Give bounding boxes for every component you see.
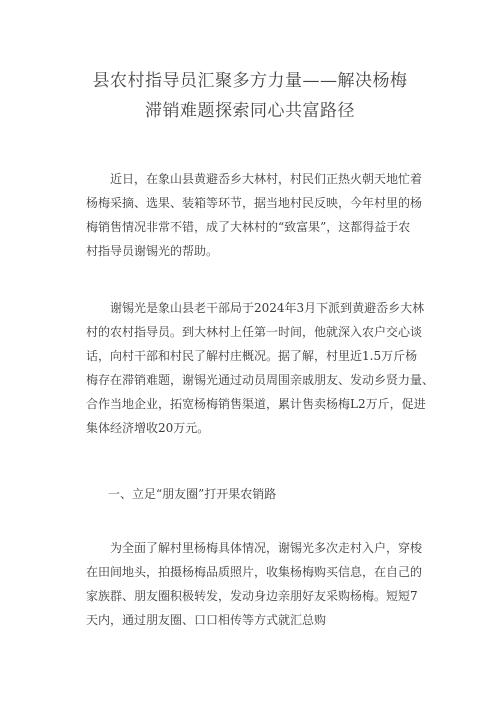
paragraph-line: 集体经济增收20万元。 bbox=[86, 421, 210, 435]
paragraph-background bbox=[86, 296, 434, 440]
paragraph-line: 梅销售情况非常不错，成了大林村的“致富果”，这都得益于农 bbox=[86, 220, 411, 234]
paragraph-line: 为全面了解村里杨梅具体情况，谢锡光多次走村入户，穿梭 bbox=[110, 541, 423, 555]
paragraph-line: 在田间地头，拍摄杨梅品质照片，收集杨梅购买信息，在自己的 bbox=[86, 565, 423, 579]
paragraph-line: 天内，通过朋友圈、口口相传等方式就汇总购 bbox=[86, 613, 327, 627]
paragraph-line: 家族群、朋友圈积极转发，发动身边亲朋好友采购杨梅。短短7 bbox=[86, 589, 418, 603]
paragraph-intro bbox=[86, 167, 434, 263]
section-heading-1: 一、立足“朋友圈”打开果农销路 bbox=[108, 487, 277, 501]
title-line-2: 滞销难题探索同心共富路径 bbox=[145, 101, 355, 121]
title-line-1: 县农村指导员汇聚多方力量——解决杨梅 bbox=[92, 71, 408, 91]
paragraph-section-1 bbox=[86, 536, 434, 632]
paragraph-line: 近日，在象山县黄避岙乡大林村，村民们正热火朝天地忙着 bbox=[110, 172, 423, 186]
paragraph-line: 村指导员谢锡光的帮助。 bbox=[86, 244, 219, 258]
paragraph-line: 杨梅采摘、选果、装箱等环节，据当地村民反映，今年村里的杨 bbox=[86, 196, 423, 210]
paragraph-line: 话，向村干部和村民了解村庄概况。据了解，村里近1.5万斤杨 bbox=[86, 349, 418, 363]
paragraph-line: 村的农村指导员。到大林村上任第一时间，他就深入农户交心谈 bbox=[86, 325, 423, 339]
paragraph-line: 梅存在滞销难题，谢锡光通过动员周围亲戚朋友、发动乡贤力量、 bbox=[86, 373, 434, 387]
paragraph-line: 合作当地企业，拓宽杨梅销售渠道，累计售卖杨梅L2万斤，促进 bbox=[86, 397, 426, 411]
document-title bbox=[60, 66, 440, 126]
paragraph-line: 谢锡光是象山县老干部局于2024年3月下派到黄避岙乡大林 bbox=[110, 301, 425, 315]
